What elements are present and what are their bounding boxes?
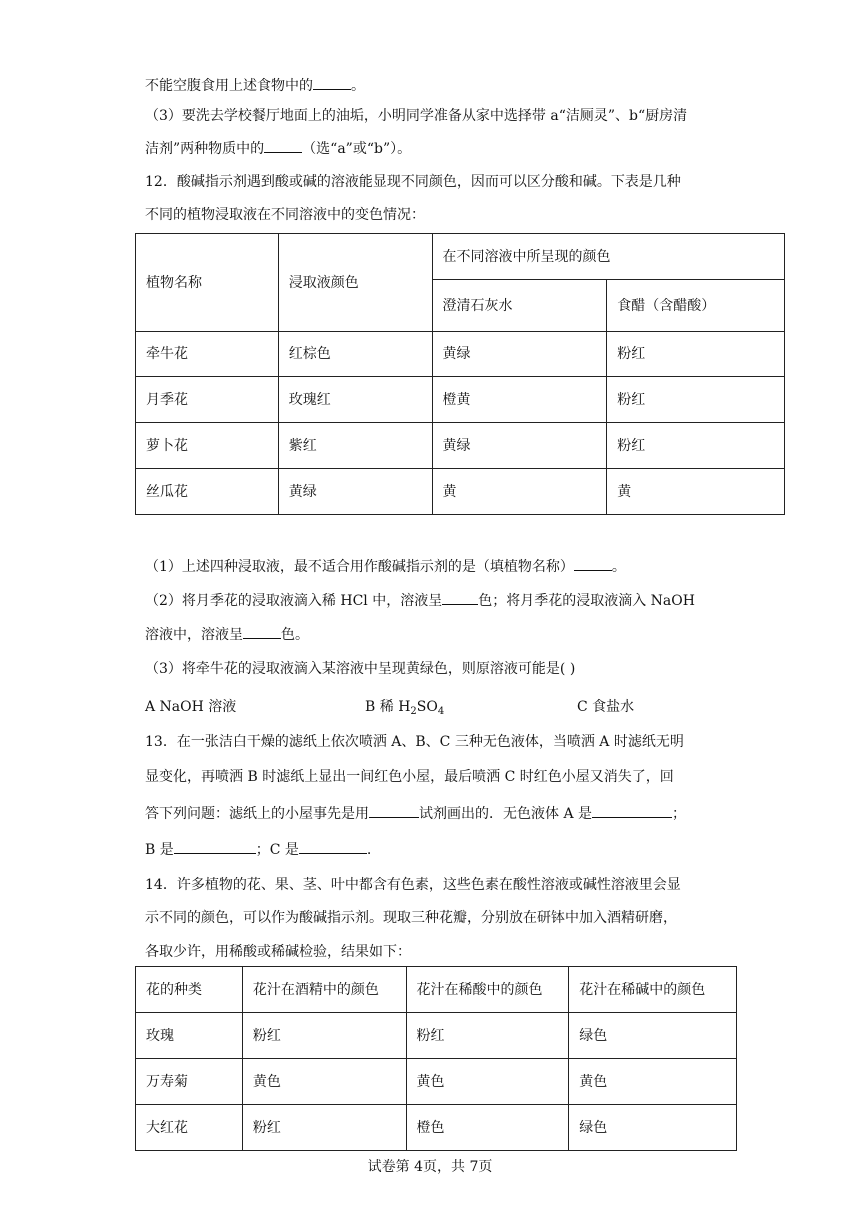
table-row: 萝卜花 紫红 黄绿 粉红 — [136, 423, 785, 469]
header-vinegar: 食醋（含醋酸） — [607, 280, 785, 332]
q12-intro-line2: 不同的植物浸取液在不同溶液中的变色情况： — [145, 207, 425, 223]
answer-blank[interactable] — [174, 839, 256, 854]
header-solution-colors: 在不同溶液中所呈现的颜色 — [432, 234, 784, 280]
page-footer: 试卷第 4页，共 7页 — [367, 1159, 493, 1175]
table-row: 牵牛花 红棕色 黄绿 粉红 — [136, 332, 785, 377]
q14-line1: 14．许多植物的花、果、茎、叶中都含有色素，这些色素在酸性溶液或碱性溶液里会显 — [145, 877, 681, 893]
table-row: 大红花 粉红 橙色 绿色 — [136, 1105, 737, 1151]
answer-blank[interactable] — [592, 803, 672, 818]
table-row: 万寿菊 黄色 黄色 黄色 — [136, 1059, 737, 1105]
q12-sub2-line1: （2）将月季花的浸取液滴入稀 HCl 中，溶液呈 色；将月季花的浸取液滴入 NaOH — [145, 590, 695, 611]
q13-line3: 答下列问题：滤纸上的小屋事先是用 试剂画出的．无色液体 A 是 ； — [145, 803, 686, 824]
q12-sub3: （3）将牵牛花的浸取液滴入某溶液中呈现黄绿色，则原溶液可能是( ) — [145, 661, 576, 677]
table-row: 玫瑰 粉红 粉红 绿色 — [136, 1013, 737, 1059]
q13-line1: 13．在一张洁白干燥的滤纸上依次喷洒 A、B、C 三种无色液体，当喷洒 A 时滤纸无明 — [145, 734, 684, 750]
answer-blank[interactable] — [369, 803, 419, 818]
plant-indicator-table — [135, 233, 785, 515]
q12-intro-line1: 12．酸碱指示剂遇到酸或碱的溶液能显现不同颜色，因而可以区分酸和碱。下表是几种 — [145, 174, 681, 190]
header-extract-color: 浸取液颜色 — [278, 234, 432, 332]
option-c[interactable]: C 食盐水 — [577, 699, 635, 715]
q14-line3: 各取少许，用稀酸或稀碱检验，结果如下： — [145, 944, 411, 960]
header-lime-water: 澄清石灰水 — [432, 280, 607, 332]
flower-indicator-table — [135, 966, 737, 1151]
table-row: 月季花 玫瑰红 橙黄 粉红 — [136, 377, 785, 423]
q12-sub1: （1）上述四种浸取液，最不适合用作酸碱指示剂的是（填植物名称） 。 — [145, 556, 626, 577]
answer-blank[interactable] — [264, 138, 302, 153]
q13-line4: B 是 ；C 是 . — [145, 839, 371, 860]
table-row: 丝瓜花 黄绿 黄 黄 — [136, 469, 785, 515]
answer-blank[interactable] — [442, 590, 478, 605]
table-header-row: 花的种类 花汁在酒精中的颜色 花汁在稀酸中的颜色 花汁在稀碱中的颜色 — [136, 967, 737, 1013]
header-plant-name: 植物名称 — [136, 234, 279, 332]
answer-blank[interactable] — [299, 839, 367, 854]
q13-line2: 显变化，再喷洒 B 时滤纸上显出一间红色小屋，最后喷洒 C 时红色小屋又消失了，回 — [145, 769, 674, 785]
q11-line2: （3）要洗去学校餐厅地面上的油垢，小明同学准备从家中选择带 a“洁厕灵”、b“厨房清 — [145, 108, 688, 124]
option-a[interactable]: A NaOH 溶液 — [145, 699, 237, 715]
answer-blank[interactable] — [243, 624, 281, 639]
answer-blank[interactable] — [313, 75, 351, 90]
q12-sub2-line2: 溶液中，溶液呈 色。 — [145, 624, 309, 645]
q11-line3: 洁剂”两种物质中的 （选“a”或“b”）。 — [145, 138, 411, 159]
q14-line2: 示不同的颜色，可以作为酸碱指示剂。现取三种花瓣，分别放在研钵中加入酒精研磨， — [145, 910, 677, 926]
q11-line1: 不能空腹食用上述食物中的 。 — [145, 75, 365, 96]
option-b[interactable]: B 稀 $H_2SO_4$ — [365, 699, 445, 717]
answer-blank[interactable] — [574, 556, 612, 571]
